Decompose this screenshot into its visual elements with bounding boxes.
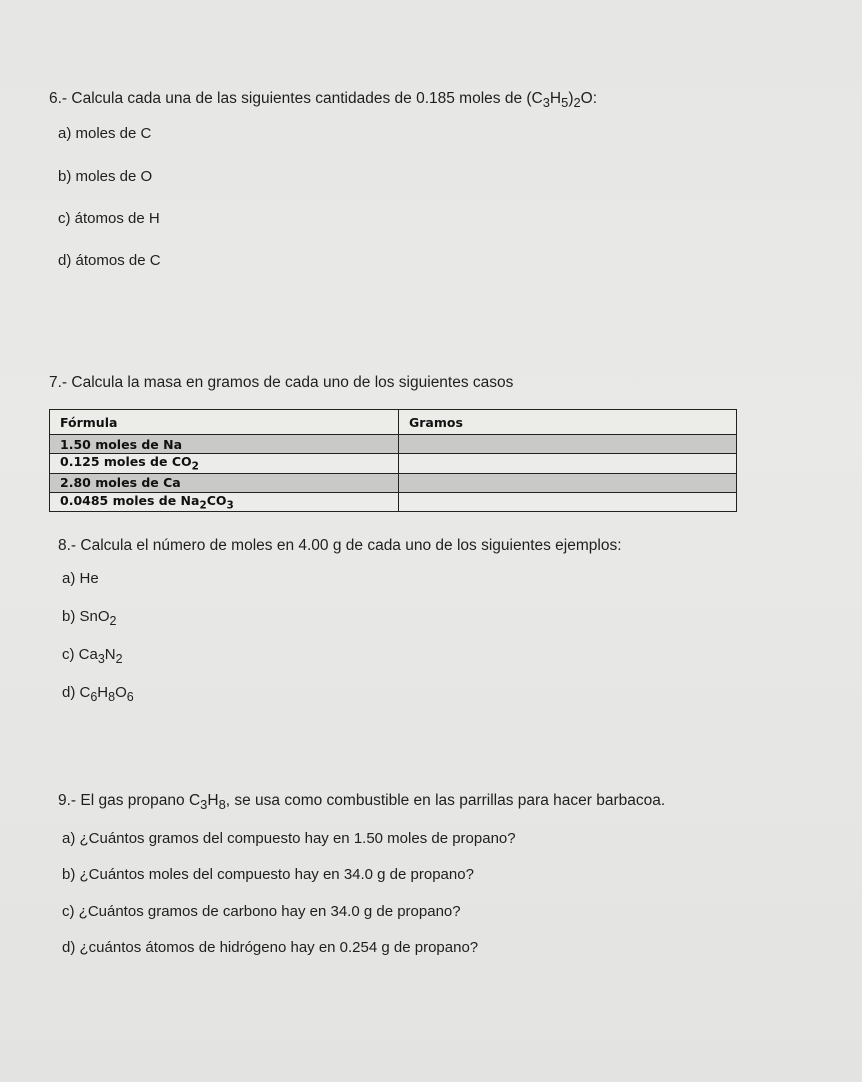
q8-title: 8.- Calcula el número de moles en 4.00 g de cada uno de los siguientes ejemplos:: [58, 537, 622, 554]
formula-cell: 0.0485 moles de $Na_2CO_3$: [50, 492, 399, 512]
grams-cell[interactable]: [399, 492, 737, 512]
q8-item-b: b) SnO$_2$: [62, 608, 117, 628]
table-row: [50, 473, 737, 492]
q7-title: 7.- Calcula la masa en gramos de cada uno de los siguientes casos: [49, 374, 514, 391]
grams-cell[interactable]: [399, 454, 737, 474]
q6-item-b: b) moles de O: [58, 168, 153, 185]
formula-cell: 2.80 moles de Ca: [50, 473, 399, 492]
header-formula: Fórmula: [50, 410, 399, 435]
header-grams: Gramos: [399, 410, 737, 435]
q9-item-d: d) ¿cuántos átomos de hidrógeno hay en 0.254 g de propano?: [62, 939, 479, 956]
q9-title: 9.- El gas propano $C_3H_8$, se usa como combustible en las parrillas para hacer barbacoa.: [58, 792, 666, 813]
mass-table: [49, 409, 737, 512]
formula-cell: 0.125 moles de $CO_2$: [50, 454, 399, 474]
q9-item-c: c) ¿Cuántos gramos de carbono hay en 34.0 g de propano?: [62, 903, 461, 920]
q8-item-d: d) $C_6H_8O_6$: [62, 684, 134, 704]
table-row: [50, 454, 737, 474]
grams-cell[interactable]: [399, 435, 737, 454]
q6-item-c: c) átomos de H: [58, 210, 160, 227]
table-header-row: [50, 410, 737, 435]
q6-item-d: d) átomos de C: [58, 252, 161, 269]
q9-item-b: b) ¿Cuántos moles del compuesto hay en 34.0 g de propano?: [62, 866, 474, 883]
q8-item-a: a) He: [62, 570, 99, 587]
q8-item-c: c) $Ca_3N_2$: [62, 646, 123, 666]
q6-title: 6.- Calcula cada una de las siguientes cantidades de 0.185 moles de $(C_3H_5)_2O$:: [49, 90, 598, 111]
table-row: [50, 492, 737, 512]
grams-cell[interactable]: [399, 473, 737, 492]
table-row: [50, 435, 737, 454]
formula-cell: 1.50 moles de Na: [50, 435, 399, 454]
q9-item-a: a) ¿Cuántos gramos del compuesto hay en 1.50 moles de propano?: [62, 830, 516, 847]
q6-item-a: a) moles de C: [58, 125, 152, 142]
